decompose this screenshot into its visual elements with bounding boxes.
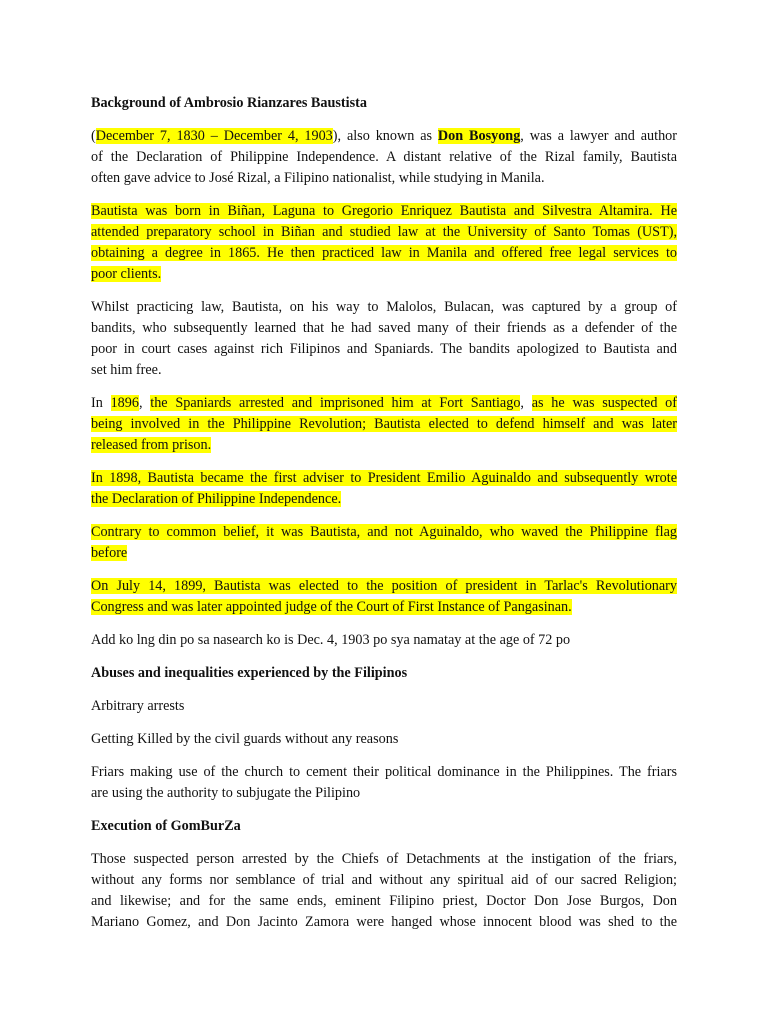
friars-paragraph (91, 762, 677, 804)
bandits-line-1: Whilst practicing law, Bautista, on his way to Malolos, Bulacan, was captured by a group of (91, 299, 677, 315)
friars-line-1: Friars making use of the church to cement their political dominance in the Philippines. The friars (91, 764, 677, 780)
adviser-line-1 (91, 468, 677, 489)
arrest-in-text: In (91, 395, 111, 411)
execution-heading: Execution of GomBurZa (91, 818, 241, 834)
bandits-paragraph (91, 297, 677, 381)
abuse-item-1-text: Arbitrary arrests (91, 698, 185, 714)
flag-line-2 (91, 543, 677, 564)
intro-rest-text: , was a lawyer and author (520, 128, 677, 144)
note-line: Add ko lng din po sa nasearch ko is Dec. 4, 1903 po sya namatay at the age of 72 po (91, 632, 571, 648)
arrest-line-3 (91, 435, 677, 456)
nickname-highlight: Don Bosyong (437, 128, 521, 144)
adviser-line-2-highlight: the Declaration of Philippine Independence. (91, 491, 342, 507)
flag-line-1-highlight: Contrary to common belief, it was Bautista, and not Aguinaldo, who waved the Philippine flag (91, 524, 677, 540)
note-paragraph (91, 630, 677, 651)
friars-line-2: are using the authority to subjugate the Pilipino (91, 785, 361, 801)
born-line-1 (91, 201, 677, 222)
bandits-line-3: poor in court cases against rich Filipinos and Spaniards. The bandits apologized to Bautista and (91, 341, 677, 357)
born-line-4-highlight: poor clients. (91, 266, 162, 282)
born-line-2 (91, 222, 677, 243)
abuse-item-1 (91, 696, 677, 717)
adviser-line-2 (91, 489, 677, 510)
arrest-comma: , (138, 395, 151, 411)
born-line-3-highlight: obtaining a degree in 1865. He then practiced law in Manila and offered free legal services to (91, 245, 677, 261)
adviser-paragraph (91, 468, 677, 510)
born-line-1-highlight: Bautista was born in Biñan, Laguna to Gregorio Enriquez Bautista and Silvestra Altamira. He (91, 203, 677, 219)
congress-line-1 (91, 576, 677, 597)
arrest-line-2 (91, 414, 677, 435)
flag-paragraph (91, 522, 677, 564)
execution-line-1: Those suspected person arrested by the Chiefs of Detachments at the instigation of the friars, (91, 851, 677, 867)
execution-line-3: and likewise; and for the same ends, eminent Filipino priest, Doctor Don Jose Burgos, Don (91, 893, 677, 909)
congress-line-2-highlight: Congress and was later appointed judge of the Court of First Instance of Pangasinan. (91, 599, 572, 615)
execution-paragraph (91, 849, 677, 933)
flag-line-1 (91, 522, 677, 543)
abuse-item-2 (91, 729, 677, 750)
arrest-comma-2: , (520, 395, 532, 411)
execution-line-4: Mariano Gomez, and Don Jacinto Zamora were hanged whose innocent blood was shed to the (91, 914, 677, 930)
intro-line-3: often gave advice to José Rizal, a Filipino nationalist, while studying in Manila. (91, 170, 545, 186)
arrest-part2-highlight: as he was suspected of (531, 395, 678, 411)
intro-paragraph (91, 126, 677, 189)
intro-line-2: of the Declaration of Philippine Independence. A distant relative of the Rizal family, Bautista (91, 149, 677, 165)
congress-paragraph (91, 576, 677, 618)
born-line-4 (91, 264, 677, 285)
bandits-line-4: set him free. (91, 362, 162, 378)
bandits-line-2: bandits, who subsequently learned that he had saved many of their friends as a defender of the (91, 320, 677, 336)
born-line-2-highlight: attended preparatory school in Biñan and studied law at the University of Santo Tomas (UST), (91, 224, 677, 240)
intro-dates-highlight: December 7, 1830 – December 4, 1903 (95, 128, 333, 144)
document-title: Background of Ambrosio Rianzares Baustista (91, 95, 367, 111)
adviser-line-1-highlight: In 1898, Bautista became the first adviser to President Emilio Aguinaldo and subsequently wrote (91, 470, 677, 486)
arrest-paragraph (91, 393, 677, 456)
congress-line-2 (91, 597, 677, 618)
flag-line-2-highlight: before (91, 545, 128, 561)
intro-open-paren: ( (91, 128, 96, 144)
arrest-year-highlight: 1896 (110, 395, 139, 411)
congress-line-1-highlight: On July 14, 1899, Bautista was elected to the position of president in Tarlac's Revolutionary (91, 578, 677, 594)
abuses-heading: Abuses and inequalities experienced by the Filipinos (91, 665, 408, 681)
arrest-line-2-highlight: being involved in the Philippine Revolution; Bautista elected to defend himself and was later (91, 416, 677, 432)
born-paragraph (91, 201, 677, 285)
arrest-part1-highlight: the Spaniards arrested and imprisoned him at Fort Santiago (150, 395, 521, 411)
arrest-line-1 (91, 393, 677, 414)
document-page (91, 93, 677, 945)
abuse-item-2-text: Getting Killed by the civil guards without any reasons (91, 731, 399, 747)
intro-line-1 (91, 126, 677, 147)
intro-aka-text: ), also known as (332, 128, 438, 144)
born-line-3 (91, 243, 677, 264)
arrest-line-3-highlight: released from prison. (91, 437, 212, 453)
execution-line-2: without any forms nor semblance of trial and without any spiritual aid of our sacred Religion; (91, 872, 677, 888)
